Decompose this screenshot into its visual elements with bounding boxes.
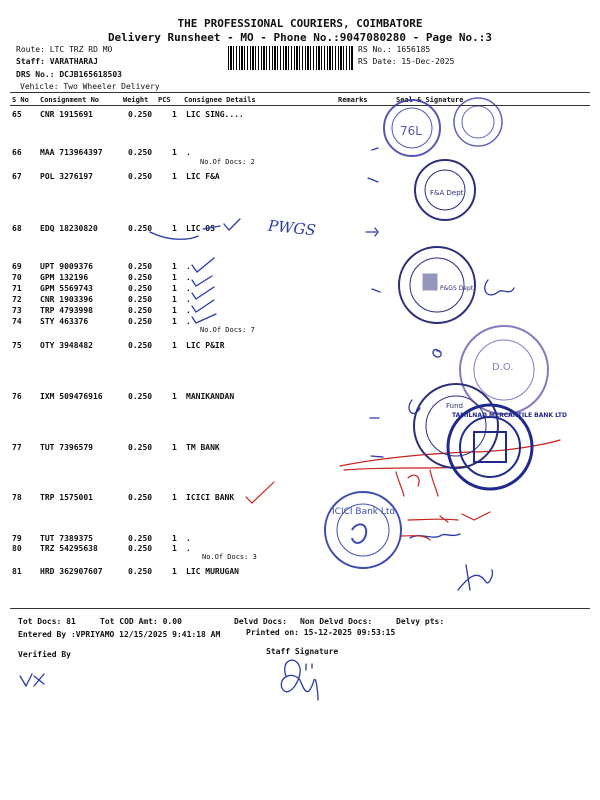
consignment-no: CNR 1915691 [40,110,93,119]
consignment-no: MAA 713964397 [40,148,103,157]
weight: 0.250 [128,224,153,233]
runsheet-subtitle: Delivery Runsheet - MO - Phone No.:9047080280 - Page No.:3 [107,31,493,44]
sno: 80 [12,544,22,553]
red-scribble [340,440,560,466]
route-label: Route: LTC TRZ RD MO [16,45,113,54]
consignee: LIC P&IR [186,341,225,350]
consignment-no: UPT 9009376 [40,262,93,271]
stamp-text: P&GS Dept [440,285,474,292]
sno: 68 [12,224,22,233]
docs-count: No.Of Docs: 7 [200,326,255,334]
weight: 0.250 [128,544,153,553]
remark-mark [371,456,383,457]
weight: 0.250 [128,493,153,502]
delivered-docs: Delvd Docs: [234,617,287,626]
remark-mark [433,350,441,358]
consignee: LIC OS [186,224,215,233]
vehicle-label: Vehicle: Two Wheeler Delivery [20,82,160,91]
weight: 0.250 [128,443,153,452]
tmb-bank-stamp-icon [448,405,567,489]
weight: 0.250 [128,284,153,293]
sno: 76 [12,392,22,401]
docs-count: No.Of Docs: 2 [200,158,255,166]
pcs: 1 [172,284,177,293]
handwritten-remark: PWGS [267,216,317,240]
consignment-no: POL 3276197 [40,172,93,181]
lic-fund-stamp-icon [414,384,498,468]
sno: 81 [12,567,22,576]
drs-number: DRS No.: DCJB165618503 [16,70,122,79]
weight: 0.250 [128,110,153,119]
consignee: . [186,306,191,315]
staff-signature-label: Staff Signature [266,647,339,656]
rs-date: RS Date: 15-Dec-2025 [358,57,455,66]
printed-on: Printed on: 15-12-2025 09:53:15 [246,628,396,637]
stamp-text: TAMILNAD MERCANTILE BANK LTD [452,412,568,419]
pcs: 1 [172,110,177,119]
sno: 74 [12,317,22,326]
weight: 0.250 [128,567,153,576]
delivery-points: Delvy pts: [396,617,445,626]
sno: 77 [12,443,22,452]
red-scribble [400,536,430,540]
consignee: . [186,534,191,543]
pcs: 1 [172,392,177,401]
red-scribble [396,470,438,496]
consignee: TM BANK [186,443,220,452]
tick-icon [192,300,214,312]
weight: 0.250 [128,172,153,181]
consignee: . [186,262,191,271]
sno: 78 [12,493,22,502]
col-remarks: Remarks [338,96,368,104]
consignment-no: GPM 5569743 [40,284,93,293]
col-consignment: Consignment No [40,96,100,104]
icici-bank-stamp-icon [325,492,401,568]
weight: 0.250 [128,392,153,401]
footer-rule [10,608,590,609]
consignee: . [186,284,191,293]
tick-icon [192,258,214,272]
pcs: 1 [172,534,177,543]
barcode [228,46,354,70]
tick-icon [246,482,274,503]
weight: 0.250 [128,306,153,315]
col-seal: Seal & Signature [396,96,464,104]
staff-label: Staff: VARATHARAJ [16,57,98,66]
pcs: 1 [172,317,177,326]
consignee: . [186,317,191,326]
company-name: THE PROFESSIONAL COURIERS, COIMBATORE [177,17,423,30]
weight: 0.250 [128,262,153,271]
stamp-text: ICICI Bank Ltd [332,507,396,517]
sno: 72 [12,295,22,304]
consignee: LIC SING.... [186,110,244,119]
stamp-text: 76L [400,124,422,138]
lic-do-stamp-icon [460,326,548,414]
sno: 75 [12,341,22,350]
rs-number: RS No.: 1656185 [358,45,431,54]
red-scribble [408,512,490,522]
docs-count: No.Of Docs: 3 [202,553,257,561]
weight: 0.250 [128,273,153,282]
remark-mark [372,148,378,150]
consignee: LIC F&A [186,172,220,181]
consignee: MANIKANDAN [186,392,235,401]
col-weight: Weight [123,96,149,104]
remark-mark [368,178,378,182]
signature-icon [410,534,460,538]
stamp-text: D.O. [492,362,514,373]
consignment-no: TRP 4793998 [40,306,93,315]
signature-icon [409,400,420,413]
sno: 69 [12,262,22,271]
weight: 0.250 [128,317,153,326]
consignee: ICICI BANK [186,493,235,502]
stamp-text: Fund [446,402,463,410]
total-cod-amount: Tot COD Amt: 0.00 [100,617,182,626]
entered-by: Entered By :VPRIYAMO 12/15/2025 9:41:18 AM [18,630,221,639]
tick-icon [192,314,216,323]
pcs: 1 [172,341,177,350]
consignee: . [186,273,191,282]
consignment-no: STY 463376 [40,317,89,326]
sno: 67 [12,172,22,181]
tick-icon [192,287,214,299]
sno: 66 [12,148,22,157]
total-docs: Tot Docs: 81 [18,617,76,626]
pcs: 1 [172,295,177,304]
pcs: 1 [172,262,177,271]
consignee: . [186,544,191,553]
pcs: 1 [172,493,177,502]
sno: 73 [12,306,22,315]
lic-fa-dept-stamp-icon [415,160,475,220]
pcs: 1 [172,148,177,157]
signature-icon [458,565,492,590]
pcs: 1 [172,443,177,452]
red-scribble [344,466,470,470]
sno: 79 [12,534,22,543]
weight: 0.250 [128,534,153,543]
consignment-no: EDQ 18230820 [40,224,98,233]
verified-signature-icon [20,674,44,686]
consignment-no: TRP 1575001 [40,493,93,502]
lic-pgs-stamp-icon [399,247,475,323]
sno: 70 [12,273,22,282]
consignment-no: TUT 7389375 [40,534,93,543]
consignee: . [186,148,191,157]
col-sno: S No [12,96,29,104]
pcs: 1 [172,544,177,553]
non-delivered-docs: Non Delvd Docs: [300,617,373,626]
tick-icon [224,219,240,230]
col-consignee: Consignee Details [184,96,256,104]
verified-by-label: Verified By [18,650,71,659]
consignment-no: TRZ 54295638 [40,544,98,553]
weight: 0.250 [128,148,153,157]
sno: 65 [12,110,22,119]
consignment-no: GPM 132196 [40,273,89,282]
consignment-no: IXM 509476916 [40,392,103,401]
weight: 0.250 [128,341,153,350]
header-bottom-rule [10,105,590,106]
signature-icon [485,280,514,295]
pcs: 1 [172,273,177,282]
consignment-no: OTY 3948482 [40,341,93,350]
pcs: 1 [172,567,177,576]
col-pcs: PCS [158,96,171,104]
pcs: 1 [172,224,177,233]
remark-mark [372,289,380,292]
remark-mark [366,228,378,236]
weight: 0.250 [128,295,153,304]
consignee: . [186,295,191,304]
consignee: LIC MURUGAN [186,567,239,576]
consignment-no: CNR 1903396 [40,295,93,304]
consignment-no: HRD 362907607 [40,567,103,576]
header-top-rule [10,92,590,93]
pcs: 1 [172,306,177,315]
pcs: 1 [172,172,177,181]
tick-icon [192,276,212,286]
consignment-no: TUT 7396579 [40,443,93,452]
stamp-text: F&A Dept [430,189,464,197]
staff-signature-icon [281,660,318,700]
sno: 71 [12,284,22,293]
lic-unit-stamp-icon [384,100,440,156]
